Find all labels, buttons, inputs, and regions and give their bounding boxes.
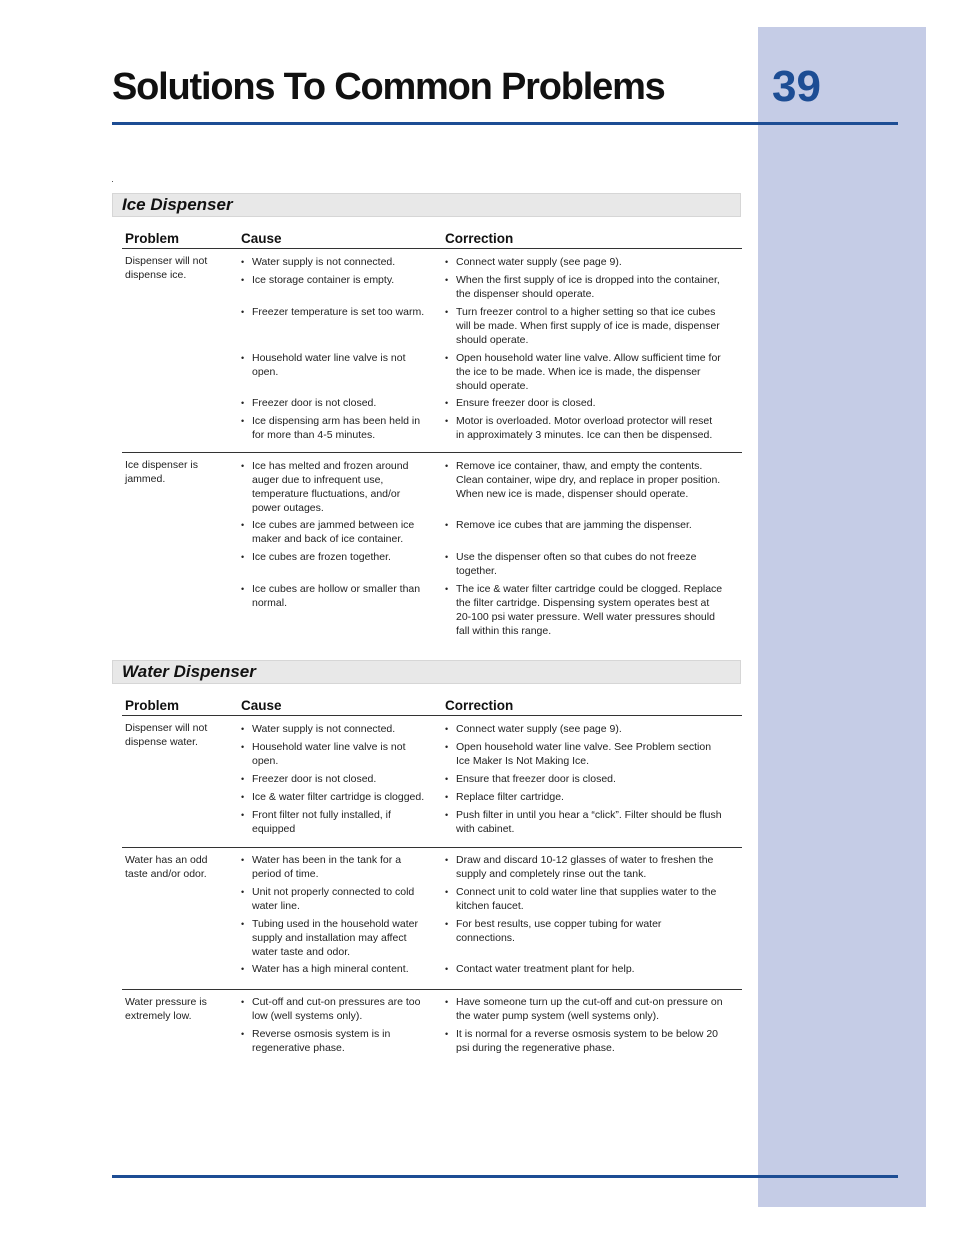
table-header	[122, 696, 742, 716]
ice-dispenser-table	[122, 229, 742, 653]
cause-item: • Water supply is not connected.	[241, 722, 431, 736]
water-dispenser-table	[122, 696, 742, 1070]
problem-group	[122, 990, 742, 1070]
page-title: Solutions To Common Problems	[112, 66, 665, 108]
cause-item: • Ice cubes are hollow or smaller than normal.	[241, 582, 431, 610]
header-cause: Cause	[241, 231, 282, 246]
bottom-rule	[112, 1175, 898, 1178]
problem-text: Water pressure is extremely low.	[125, 996, 207, 1022]
cause-item: • Ice & water filter cartridge is clogged.	[241, 790, 431, 804]
cause-item: • Freezer door is not closed.	[241, 396, 431, 410]
header-problem: Problem	[125, 698, 180, 713]
header-correction: Correction	[445, 698, 514, 713]
correction-item: • Motor is overloaded. Motor overload protector will reset in approximately 3 minutes. Ice can then be dispensed.	[445, 414, 723, 442]
correction-item: • Open household water line valve. Allow sufficient time for the ice to be made. When ice is made, the dispenser should operate.	[445, 351, 723, 393]
page-number: 39	[772, 62, 821, 111]
top-rule	[112, 122, 898, 125]
correction-item: • Ensure freezer door is closed.	[445, 396, 723, 410]
cause-item: • Unit not properly connected to cold water line.	[241, 885, 431, 913]
correction-item: • Turn freezer control to a higher setting so that ice cubes will be made. When first supply of ice is made, dispenser should operate.	[445, 305, 723, 347]
correction-item: • Open household water line valve. See Problem section Ice Maker Is Not Making Ice.	[445, 740, 723, 768]
header-problem: Problem	[125, 231, 180, 246]
cause-item: • Ice storage container is empty.	[241, 273, 431, 287]
ice-dispenser-heading	[112, 193, 741, 217]
correction-item: • It is normal for a reverse osmosis system to be below 20 psi during the regenerative phase.	[445, 1027, 723, 1055]
cause-item: • Tubing used in the household water supply and installation may affect water taste and odor.	[241, 917, 431, 959]
correction-item: • Connect water supply (see page 9).	[445, 255, 723, 269]
correction-item: • Push filter in until you hear a “click”. Filter should be flush with cabinet.	[445, 808, 723, 836]
stray-mark	[112, 181, 113, 182]
cause-item: • Ice cubes are jammed between ice maker and back of ice container.	[241, 518, 431, 546]
cause-item: • Freezer door is not closed.	[241, 772, 431, 786]
correction-item: • Contact water treatment plant for help.	[445, 962, 723, 976]
cause-item: • Water supply is not connected.	[241, 255, 431, 269]
correction-item: • Have someone turn up the cut-off and cut-on pressure on the water pump system (well systems only).	[445, 995, 723, 1023]
correction-item: • Remove ice cubes that are jamming the dispenser.	[445, 518, 723, 532]
cause-item: • Ice cubes are frozen together.	[241, 550, 431, 564]
cause-item: • Water has been in the tank for a period of time.	[241, 853, 431, 881]
cause-item: • Ice dispensing arm has been held in for more than 4-5 minutes.	[241, 414, 431, 442]
correction-item: • Ensure that freezer door is closed.	[445, 772, 723, 786]
water-dispenser-heading-text: Water Dispenser	[122, 662, 256, 681]
cause-item: • Household water line valve is not open.	[241, 740, 431, 768]
problem-group	[122, 249, 742, 453]
problem-group	[122, 716, 742, 848]
correction-item: • For best results, use copper tubing for water connections.	[445, 917, 723, 945]
problem-text: Dispenser will not dispense ice.	[125, 255, 208, 281]
correction-item: • Use the dispenser often so that cubes do not freeze together.	[445, 550, 723, 578]
cause-item: • Freezer temperature is set too warm.	[241, 305, 431, 319]
correction-item: • Remove ice container, thaw, and empty the contents. Clean container, wipe dry, and replace in proper position. When new ice is made, dispenser should operate.	[445, 459, 723, 501]
problem-group	[122, 453, 742, 653]
water-dispenser-heading	[112, 660, 741, 684]
header-cause: Cause	[241, 698, 282, 713]
cause-item: • Front filter not fully installed, if equipped	[241, 808, 431, 836]
header-correction: Correction	[445, 231, 514, 246]
correction-item: • Draw and discard 10-12 glasses of water to freshen the supply and completely rinse out the tank.	[445, 853, 723, 881]
problem-text: Dispenser will not dispense water.	[125, 722, 208, 748]
correction-item: • When the first supply of ice is dropped into the container, the dispenser should operate.	[445, 273, 723, 301]
cause-item: • Ice has melted and frozen around auger due to infrequent use, temperature fluctuations, and/or power outages.	[241, 459, 431, 515]
cause-item: • Cut-off and cut-on pressures are too low (well systems only).	[241, 995, 431, 1023]
problem-text: Ice dispenser is jammed.	[125, 459, 198, 485]
correction-item: • Connect water supply (see page 9).	[445, 722, 723, 736]
correction-item: • The ice & water filter cartridge could be clogged. Replace the filter cartridge. Dispensing system operates best at 20-100 psi water pressure. Well water pressures should fall within this range.	[445, 582, 723, 638]
ice-dispenser-heading-text: Ice Dispenser	[122, 195, 233, 214]
correction-item: • Replace filter cartridge.	[445, 790, 723, 804]
table-header	[122, 229, 742, 249]
problem-text: Water has an odd taste and/or odor.	[125, 854, 208, 880]
problem-group	[122, 848, 742, 990]
side-band	[758, 27, 926, 1207]
cause-item: • Reverse osmosis system is in regenerative phase.	[241, 1027, 431, 1055]
correction-item: • Connect unit to cold water line that supplies water to the kitchen faucet.	[445, 885, 723, 913]
cause-item: • Household water line valve is not open.	[241, 351, 431, 379]
cause-item: • Water has a high mineral content.	[241, 962, 431, 976]
